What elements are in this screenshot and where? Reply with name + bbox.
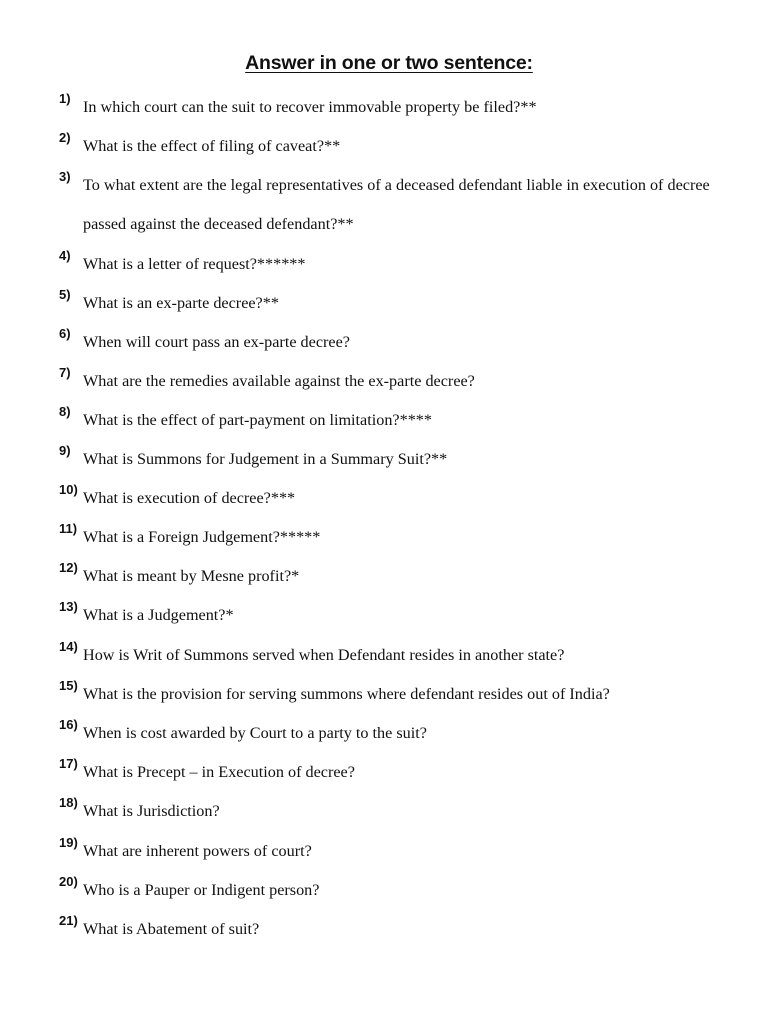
question-number: 9) [59,443,71,458]
question-text: How is Writ of Summons served when Defendant resides in another state? [83,646,565,664]
question-number: 18) [59,795,78,810]
question-number: 14) [59,639,78,654]
question-text: What is the effect of part-payment on limitation?**** [83,411,432,429]
question-number: 19) [59,835,78,850]
question-number: 17) [59,756,78,771]
question-text: What is execution of decree?*** [83,489,296,507]
question-number: 21) [59,913,78,928]
question-text: What is Jurisdiction? [83,802,220,820]
question-number: 13) [59,599,78,614]
question-text: To what extent are the legal representatives of a deceased defendant liable in execution of decree passed against the deceased defendant?** [83,176,710,233]
page-title: Answer in one or two sentence: [245,52,533,74]
question-text: What is a Foreign Judgement?***** [83,528,321,546]
question-number: 12) [59,560,78,575]
question-text: Who is a Pauper or Indigent person? [83,881,320,899]
question-number: 16) [59,717,78,732]
question-number: 2) [59,130,71,145]
question-number: 15) [59,678,78,693]
question-text: In which court can the suit to recover immovable property be filed?** [83,98,537,116]
question-text: What is Summons for Judgement in a Summary Suit?** [83,450,448,468]
question-number: 1) [59,91,71,106]
question-text: What is Abatement of suit? [83,920,260,938]
question-text: What are the remedies available against the ex-parte decree? [83,372,475,390]
question-number: 20) [59,874,78,889]
question-text: When will court pass an ex-parte decree? [83,333,350,351]
question-number: 5) [59,287,71,302]
question-number: 8) [59,404,71,419]
question-text: What is the effect of filing of caveat?** [83,137,341,155]
question-text: What is Precept – in Execution of decree? [83,763,355,781]
question-text: What is an ex-parte decree?** [83,294,279,312]
question-text: When is cost awarded by Court to a party to the suit? [83,724,427,742]
question-number: 11) [59,521,78,536]
question-text: What is the provision for serving summons where defendant resides out of India? [83,685,610,703]
question-number: 4) [59,248,71,263]
question-number: 3) [59,169,71,184]
question-number: 7) [59,365,71,380]
question-text: What are inherent powers of court? [83,842,312,860]
question-text: What is a Judgement?* [83,606,234,624]
question-text: What is a letter of request?****** [83,255,306,273]
question-number: 10) [59,482,78,497]
question-text: What is meant by Mesne profit?* [83,567,300,585]
question-number: 6) [59,326,71,341]
